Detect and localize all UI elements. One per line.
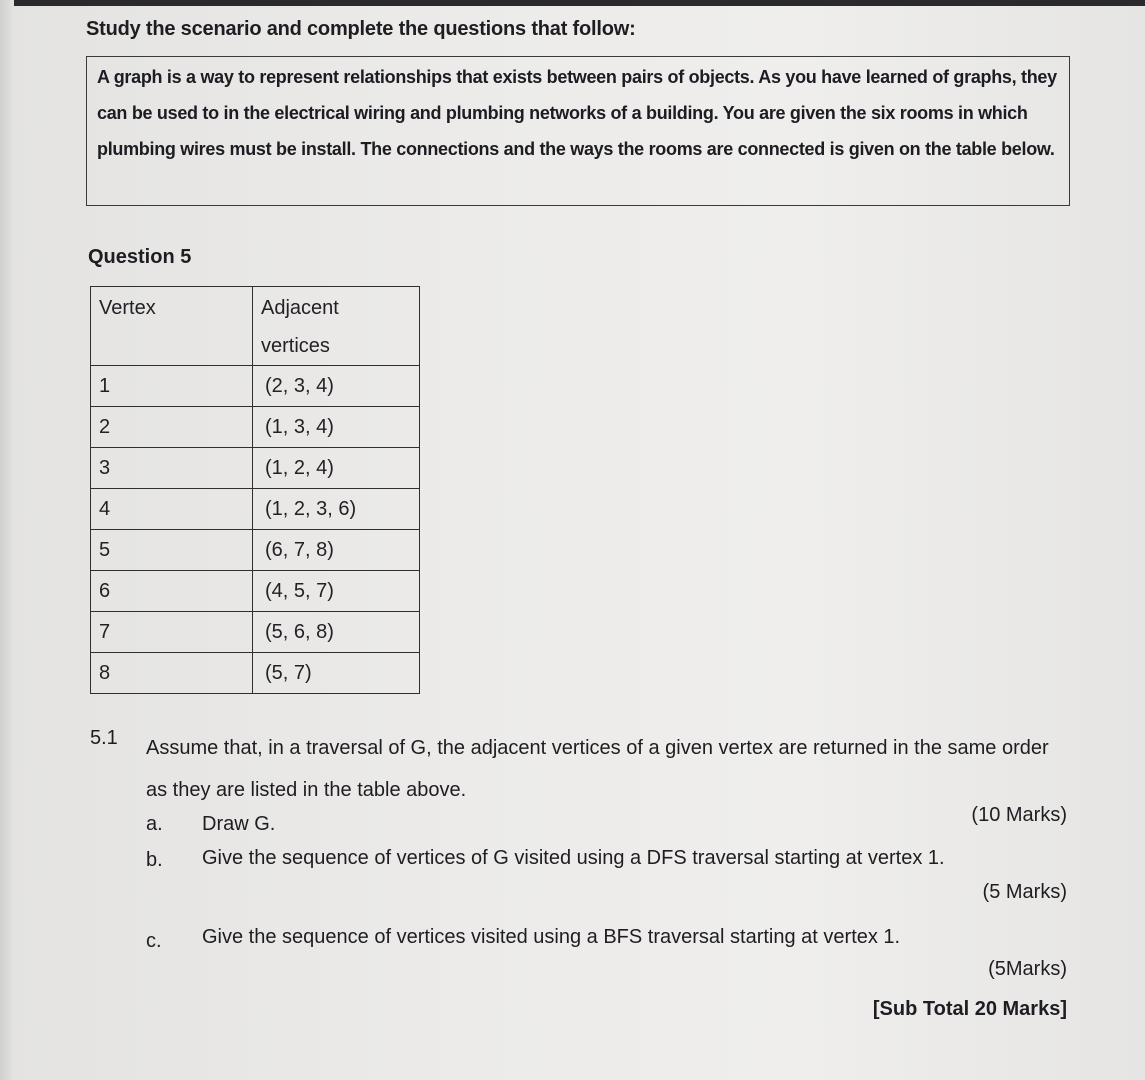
part-b-text: Give the sequence of vertices of G visited using a DFS traversal starting at vertex 1. [202, 847, 945, 869]
subtotal: [Sub Total 20 Marks] [872, 998, 1067, 1020]
vertex-cell: 3 [91, 448, 253, 489]
question-number: 5.1 [90, 727, 118, 749]
part-c-text: Give the sequence of vertices visited using a BFS traversal starting at vertex 1. [202, 926, 901, 948]
table-row [91, 612, 420, 653]
question-text: Assume that, in a traversal of G, the adjacent vertices of a given vertex are returned in the same order as they are listed in the table above. [146, 737, 1049, 801]
part-a-marks: (10 Marks) [971, 804, 1067, 826]
part-c-letter: c. [146, 930, 162, 952]
adjacent-cell: (2, 3, 4) [253, 366, 420, 407]
instructions-heading: Study the scenario and complete the questions that follow: [86, 18, 636, 40]
vertex-cell: 4 [91, 489, 253, 530]
adjacent-cell: (1, 2, 3, 6) [253, 489, 420, 530]
question-title: Question 5 [88, 246, 192, 268]
part-b-letter: b. [146, 849, 163, 871]
header-adjacent: Adjacent vertices [253, 287, 420, 366]
table-row [91, 530, 420, 571]
table-row [91, 489, 420, 530]
vertex-cell: 5 [91, 530, 253, 571]
part-a-text: Draw G. [202, 813, 276, 835]
vertex-cell: 6 [91, 571, 253, 612]
header-vertex: Vertex [91, 287, 253, 366]
table-row [91, 571, 420, 612]
adjacency-table [90, 286, 420, 694]
adjacent-cell: (1, 3, 4) [253, 407, 420, 448]
table-header-row [91, 287, 420, 366]
table-row [91, 448, 420, 489]
adjacent-cell: (4, 5, 7) [253, 571, 420, 612]
part-b-marks: (5 Marks) [982, 881, 1067, 903]
vertex-cell: 8 [91, 653, 253, 694]
vertex-cell: 2 [91, 407, 253, 448]
vertex-cell: 7 [91, 612, 253, 653]
part-c-marks: (5Marks) [988, 958, 1067, 980]
part-a-letter: a. [146, 813, 163, 835]
monitor-left-edge [0, 0, 14, 1080]
vertex-cell: 1 [91, 366, 253, 407]
table-row [91, 407, 420, 448]
adjacent-cell: (1, 2, 4) [253, 448, 420, 489]
table-row [91, 366, 420, 407]
adjacent-cell: (5, 7) [253, 653, 420, 694]
adjacent-cell: (5, 6, 8) [253, 612, 420, 653]
table-row [91, 653, 420, 694]
scenario-text: A graph is a way to represent relationships that exists between pairs of objects. As you have learned of graphs, they can be used to in the electrical wiring and plumbing networks of a building. You are given the six rooms in which plumbing wires must be install. The connections and the ways the rooms are connected is given on the table below. [97, 67, 1057, 159]
monitor-top-edge [0, 0, 1145, 6]
adjacent-cell: (6, 7, 8) [253, 530, 420, 571]
scenario-box [86, 56, 1070, 206]
